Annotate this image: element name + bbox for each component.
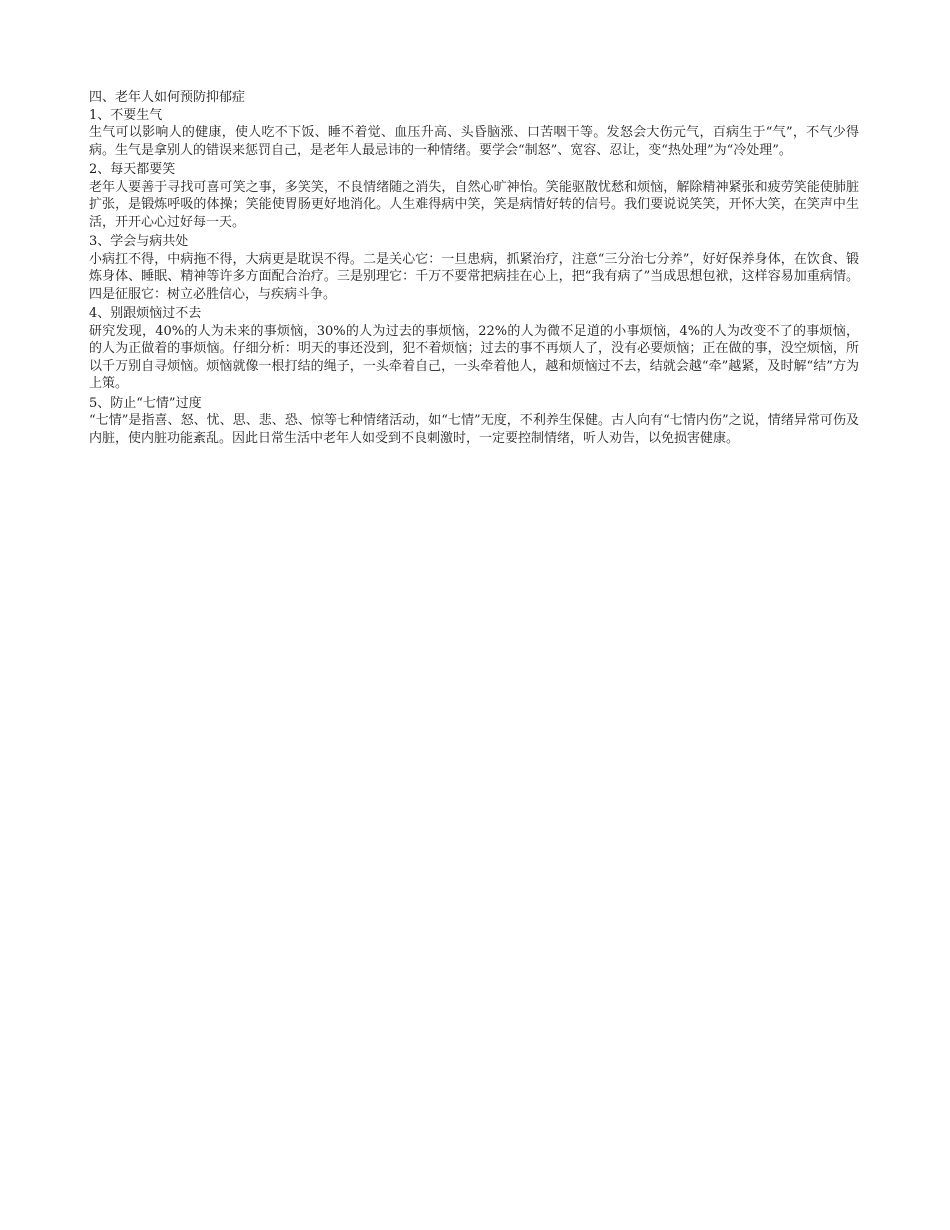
section-heading-4: 4、别跟烦恼过不去 [89,306,202,321]
section-body-4: 研究发现，40%的人为未来的事烦恼，30%的人为过去的事烦恼，22%的人为微不足道的小事烦恼，4%的人为改变不了的事烦恼，的人为正做着的事烦恼。仔细分析：明天的事还没到，犯不着烦恼；过去的事不再烦人了，没有必要烦恼；正在做的事，没空烦恼，所以千万别自寻烦恼。烦恼就像一根打结的绳子，一头牵着自己，一头牵着他人，越和烦恼过不去，结就会越“牵”越紧，及时解“结”方为上策。 [89,323,859,391]
document-page [89,89,859,449]
section-heading-2: 2、每天都要笑 [89,162,176,177]
section-body-3: 小病扛不得，中病拖不得，大病更是耽误不得。二是关心它：一旦患病，抓紧治疗，注意“三分治七分养”，好好保养身体，在饮食、锻炼身体、睡眠、精神等许多方面配合治疗。三是别理它：千万不要常把病挂在心上，把“我有病了”当成思想包袱，这样容易加重病情。四是征服它：树立必胜信心，与疾病斗争。 [89,251,859,302]
document-title: 四、老年人如何预防抑郁症 [89,90,246,105]
section-heading-5: 5、防止“七情”过度 [89,395,202,411]
section-body-1: 生气可以影响人的健康，使人吃不下饭、睡不着觉、血压升高、头昏脑涨、口苦咽干等。发怒会大伤元气，百病生于“气”，不气少得病。生气是拿别人的错误来惩罚自己，是老年人最忌讳的一种情绪。要学会“制怒”、宽容、忍让，变“热处理”为“冷处理”。 [89,125,859,158]
section-body-2: 老年人要善于寻找可喜可笑之事，多笑笑，不良情绪随之消失，自然心旷神怡。笑能驱散忧愁和烦恼，解除精神紧张和疲劳笑能使肺脏扩张，是锻炼呼吸的体操；笑能使胃肠更好地消化。人生难得病中笑，笑是病情好转的信号。我们要说说笑笑，开怀大笑，在笑声中生活，开开心心过好每一天。 [89,179,859,230]
section-heading-1: 1、不要生气 [89,107,163,123]
section-body-5: “七情”是指喜、怒、忧、思、悲、恐、惊等七种情绪活动，如“七情”无度，不利养生保健。古人向有“七情内伤”之说，情绪异常可伤及内脏，使内脏功能紊乱。因此日常生活中老年人如受到不良刺激时，一定要控制情绪，听人劝告，以免损害健康。 [89,413,859,446]
section-heading-3: 3、学会与病共处 [89,234,189,249]
